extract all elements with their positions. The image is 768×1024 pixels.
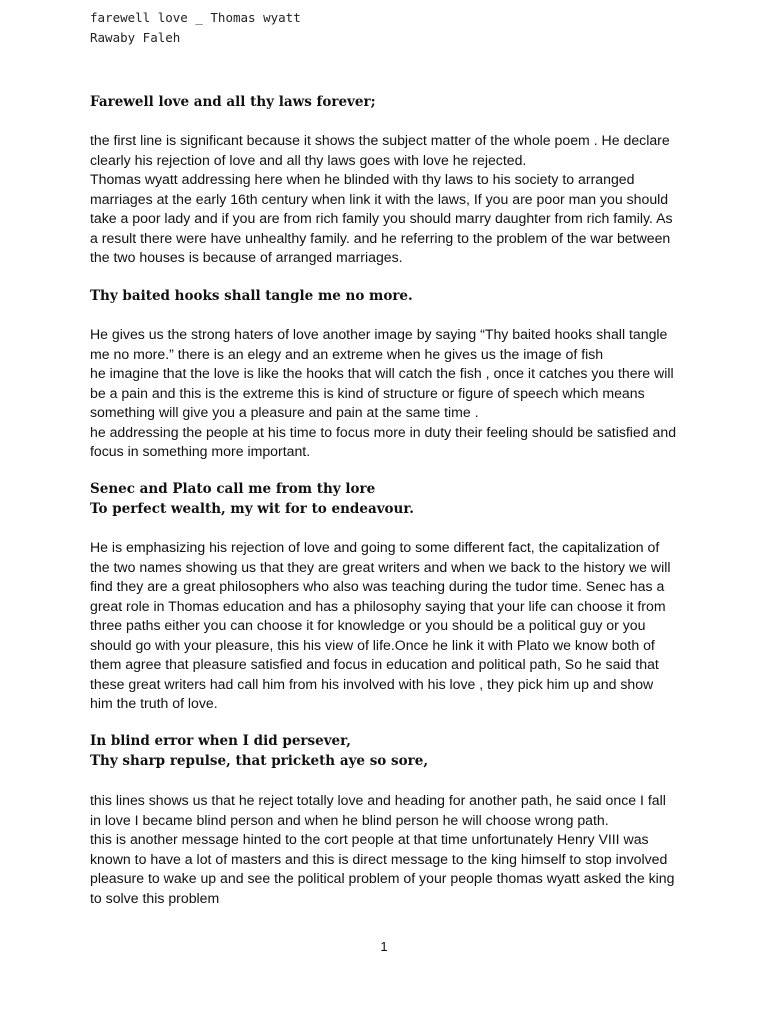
paragraph-line: pleasure to wake up and see the political problem of your people thomas wyatt asked the king [90, 870, 675, 886]
paragraph-line: He gives us the strong haters of love another image by saying “Thy baited hooks shall tangle [90, 326, 668, 342]
page-number: 1 [380, 939, 388, 954]
paragraph-line: he addressing the people at his time to focus more in duty their feeling should be satisfied and [90, 423, 677, 440]
quote-line: Senec and Plato call me from thy lore [90, 481, 376, 497]
paragraph-line: in love I became blind person and when he blind person he will choose wrong path. [90, 811, 609, 828]
paragraph-line: something will give you a pleasure and pain at the same time . [90, 404, 479, 420]
paragraph-line: these great writers had call him from his involved with his love , they pick him up and show [90, 675, 654, 692]
paragraph-line: clearly his rejection of love and all thy laws goes with love he rejected. [90, 151, 527, 168]
paragraph-line: me no more.” there is an elegy and an extreme when he gives us the image of fish [90, 345, 604, 362]
paragraph-line: find they are a great philosophers who also was teaching during the tudor time. Senec has a [90, 578, 665, 594]
poem-quote [90, 287, 690, 307]
document-title: farewell love _ Thomas wyatt [90, 10, 301, 25]
paragraph-line: a result there were have unhealthy family. and he referring to the problem of the war between [90, 229, 671, 246]
paragraph-line: He is emphasizing his rejection of love and going to some different fact, the capitalization of [90, 539, 660, 555]
analysis-paragraph [90, 538, 686, 714]
poem-quote [90, 93, 690, 113]
paragraph-line: the two houses is because of arranged marriages. [90, 249, 403, 265]
quote-line: To perfect wealth, my wit for to endeavour. [90, 500, 414, 517]
paragraph-line: him the truth of love. [90, 695, 218, 711]
paragraph-line: focus in something more important. [90, 443, 311, 459]
paragraph-line: this lines shows us that he reject totally love and heading for another path, he said once I fall [90, 792, 666, 808]
poem-quote [90, 732, 690, 771]
paragraph-line: three paths either you can choose it for knowledge or you should be a political guy or you [90, 617, 646, 633]
quote-line: Farewell love and all thy laws forever; [90, 94, 376, 110]
paragraph-line: the two names showing us that they are great writers and when we back to the history we will [90, 558, 671, 575]
paragraph-line: he imagine that the love is like the hooks that will catch the fish , once it catches you there will [90, 365, 674, 381]
quote-line: Thy sharp repulse, that pricketh aye so sore, [90, 752, 429, 769]
quote-line: In blind error when I did persever, [90, 733, 351, 749]
paragraph-line: be a pain and this is the extreme this is kind of structure or figure of speech which means [90, 384, 645, 401]
paragraph-line: Thomas wyatt addressing here when he blinded with thy laws to his society to arranged [90, 171, 635, 187]
analysis-paragraph [90, 131, 686, 268]
paragraph-line: them agree that pleasure satisfied and focus in education and political path, So he said that [90, 656, 659, 672]
paragraph-line: take a poor lady and if you are from rich family you should marry daughter from rich family. As [90, 210, 673, 226]
quote-line: Thy baited hooks shall tangle me no more. [90, 288, 413, 304]
paragraph-line: known to have a lot of masters and this is direct message to the king himself to stop involved [90, 850, 668, 867]
paragraph-line: the first line is significant because it shows the subject matter of the whole poem . He declare [90, 132, 670, 148]
analysis-paragraph [90, 791, 686, 908]
paragraph-line: great role in Thomas education and has a philosophy saying that your life can choose it from [90, 597, 666, 614]
analysis-paragraph [90, 325, 686, 462]
poem-quote [90, 480, 690, 519]
paragraph-line: should go with your pleasure, this his view of life.Once he link it with Plato we know both of [90, 636, 655, 653]
paragraph-line: this is another message hinted to the cort people at that time unfortunately Henry VIII was [90, 831, 649, 847]
author-name: Rawaby Faleh [90, 30, 181, 45]
paragraph-line: to solve this problem [90, 889, 220, 906]
paragraph-line: marriages at the early 16th century when link it with the laws, If you are poor man you should [90, 190, 669, 207]
